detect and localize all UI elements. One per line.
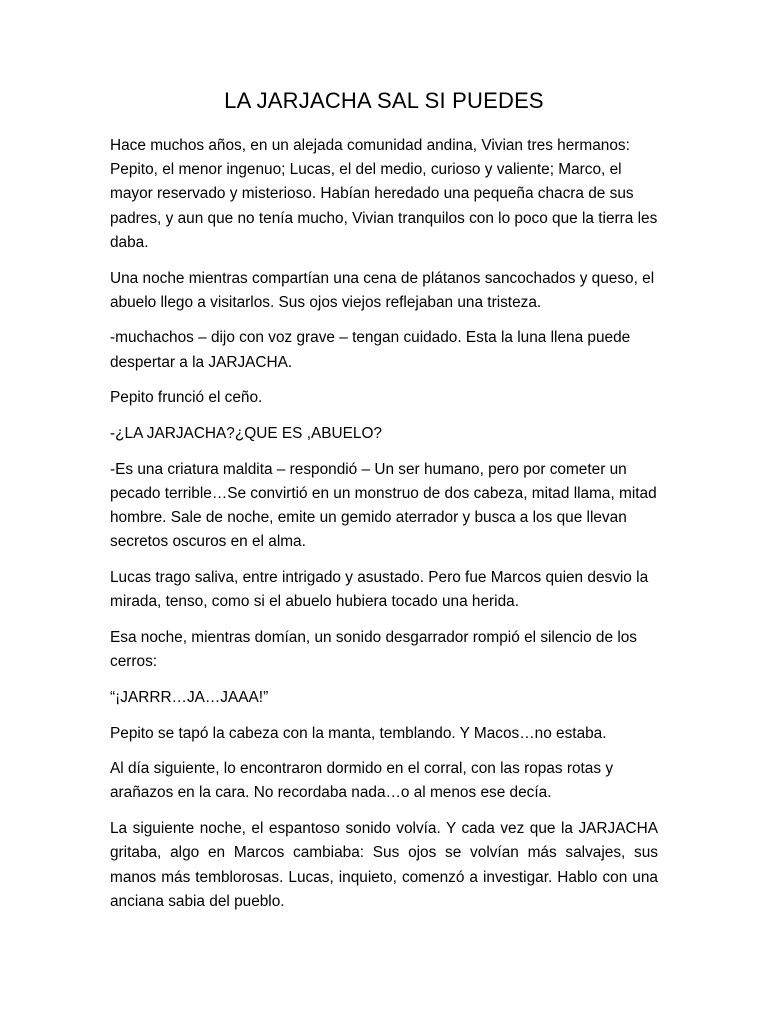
paragraph-night-sound: Esa noche, mientras domían, un sonido desgarrador rompió el silencio de los cerros:: [110, 628, 637, 671]
paragraph-lucas-reaction: Lucas trago saliva, entre intrigado y asustado. Pero fue Marcos quien desvio la mirada, tenso, como si el abuelo hubiera tocado una herida.: [110, 569, 649, 611]
paragraph-next-day: Al día siguiente, lo encontraron dormido en el corral, con las ropas rotas y arañazos en la cara. No recordaba nada…o al menos ese decía.: [110, 760, 614, 802]
paragraph-creature-description: -Es una criatura maldita – respondió – Un ser humano, pero por cometer un pecado terrible…Se convirtió en un monstruo de dos cabeza, mitad llama, mitad hombre. Sale de noche, emite un gemido aterrador y busca a los que llevan secretos oscuros en el alma.: [110, 460, 657, 551]
paragraph-intro: Hace muchos años, en un alejada comunidad andina, Vivian tres hermanos: Pepito, el menor ingenuo; Lucas, el del medio, curioso y valiente; Marco, el mayor reservado y misterioso. Habían heredado una pequeña chacra de sus padres, y aun que no tenía mucho, Vivian tranquilos con lo poco que la tierra les daba.: [110, 137, 658, 251]
paragraph-macos-missing: Pepito se tapó la cabeza con la manta, temblando. Y Macos…no estaba.: [110, 724, 607, 742]
document-title: LA JARJACHA SAL SI PUEDES: [224, 88, 544, 113]
paragraph-scream: “¡JARRR…JA…JAAA!”: [110, 688, 269, 706]
paragraph-warning: -muchachos – dijo con voz grave – tengan cuidado. Esta la luna llena puede despertar a la JARJACHA.: [110, 329, 631, 371]
paragraph-grandfather-visit: Una noche mientras compartían una cena de plátanos sancochados y queso, el abuelo llego a visitarlos. Sus ojos viejos reflejaban una tristeza.: [110, 269, 655, 311]
document-body: [110, 134, 658, 925]
paragraph-next-night: La siguiente noche, el espantoso sonido volvía. Y cada vez que la JARJACHA gritaba, algo en Marcos cambiaba: Sus ojos se volvían más salvajes, sus manos más temblorosas. Lucas, inquieto, comenzó a investigar. Hablo con una anciana sabia del pueblo.: [110, 820, 658, 910]
paragraph-question: -¿LA JARJACHA?¿QUE ES ,ABUELO?: [110, 425, 382, 443]
paragraph-pepito-frown: Pepito frunció el ceño.: [110, 389, 263, 407]
